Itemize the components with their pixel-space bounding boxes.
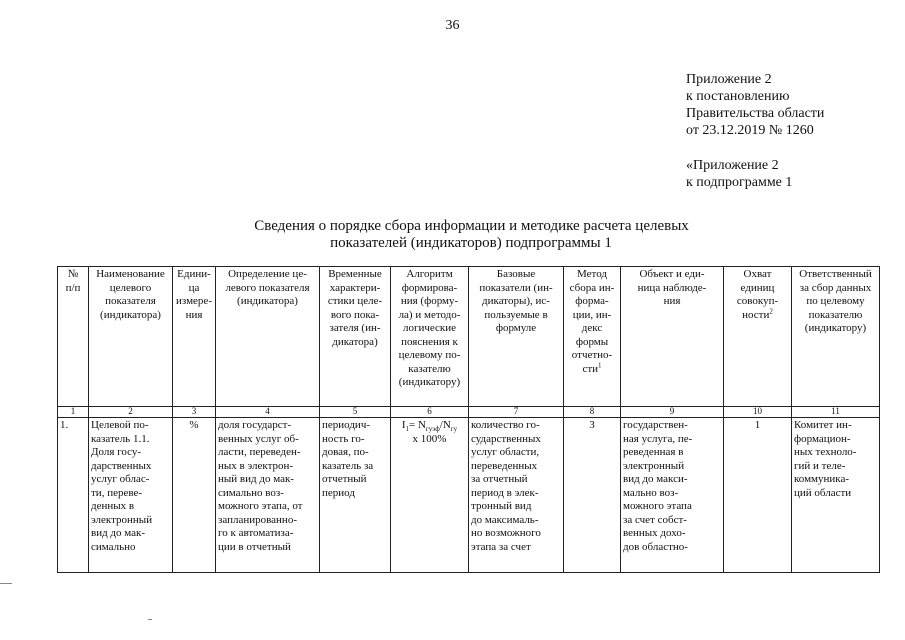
header-line: целевого [109,281,152,294]
cell-line: можного этапа, от [218,500,303,512]
header-line: показатели (ин- [479,281,553,294]
appendix-line: Приложение 2 [686,72,772,87]
header-line: ности$^2$ [742,306,773,321]
cell-line: до максималь- [471,513,539,526]
responsible-body [792,418,880,573]
header-line: вого пока- [330,308,380,321]
column-number: 4 [216,407,320,418]
header-cell [89,267,173,407]
header-line: Наименование [96,268,165,280]
formula-eq: = N [409,419,426,431]
cell-line: вид до макси- [623,473,688,485]
header-line: Объект и еди- [639,268,705,280]
cell-line: количество го- [471,419,540,431]
header-line: отчетно- [571,349,613,361]
header-line: ла) и методо- [398,308,461,321]
cell-line: Доля госу- [91,446,142,458]
header-line: (индикатору) [398,376,461,388]
appendix-line: к постановлению [686,89,790,104]
cell-line: венных дохо- [623,527,686,539]
header-line: показателя [105,295,156,307]
cell-line: мально воз- [623,486,679,499]
cell-line: ность го- [322,432,365,445]
header-line: по целевому [806,295,865,307]
cell-line: можного этапа [623,500,692,512]
cell-line: венных услуг об- [218,432,299,445]
header-line: (индикатора) [237,295,298,307]
cell-line: государствен- [623,419,688,431]
cell-line: за счет собст- [623,513,687,526]
header-line: сбора ин- [569,281,615,294]
cell-line: ций области [794,486,852,499]
header-line: ница наблюде- [637,281,707,294]
header-line: единиц [740,281,775,294]
cell-line: этапа за счет [471,540,531,553]
header-line: Едини- [177,268,211,280]
column-number-row [58,407,880,418]
cell-line: услуг облас- [91,473,150,485]
formula-lhs: I [401,419,406,431]
cell-line: ная услуга, пе- [623,432,693,445]
cell-line: денных в [91,500,135,512]
appendix-line: к подпрограмме 1 [686,175,793,190]
header-line: (индикатора) [100,308,161,321]
indicator-name [89,418,173,573]
cell-line: период в элек- [471,486,539,499]
appendix-line: Правительства области [686,106,825,121]
cell-line: тронный вид [471,500,532,512]
cell-line: услуг области, [471,446,540,458]
footnote-mark: 1 [598,360,602,369]
header-line: форма- [575,295,609,307]
header-line: формуле [495,322,537,334]
header-line: левого показателя [225,281,310,294]
cell-line: период [322,486,355,499]
formula-slash: /N [439,419,451,431]
cell-line: ласти, переведен- [218,446,301,458]
header-cell [58,267,89,407]
header-cell [320,267,391,407]
header-line: совокуп- [736,295,779,307]
footnote-mark: 2 [769,306,773,315]
margin-mark [148,619,152,620]
cell-line: симально [91,540,136,553]
coverage-cell: 1 [724,418,792,573]
cell-line: доля государст- [218,419,292,431]
header-line: Ответственный [799,268,872,280]
cell-line: ти, переве- [91,486,143,499]
appendix-line: от 23.12.2019 № 1260 [686,123,814,138]
cell-line: гий и теле- [794,459,846,472]
observation-object [621,418,724,573]
formula-sub-1: гуэф [425,425,440,434]
cell-line: казатель 1.1. [91,432,150,445]
header-line: пояснения к [401,335,458,348]
cell-line: довая, по- [322,446,369,458]
document-title [0,218,905,252]
appendix-block [686,71,824,191]
column-number: 3 [173,407,216,418]
header-line: Метод [577,268,607,280]
cell-line: симально воз- [218,486,284,499]
cell-line: сударственных [471,432,541,445]
formula-cell [391,418,469,573]
cell-line: ных техноло- [794,446,857,458]
cell-line: ции в отчетный [218,540,291,553]
column-number: 5 [320,407,391,418]
column-number: 2 [89,407,173,418]
table-row [58,418,880,573]
header-cell [564,267,621,407]
column-number: 1 [58,407,89,418]
cell-line: Целевой по- [91,419,149,431]
header-line: Определение це- [228,268,307,280]
unit-cell: % [173,418,216,573]
cell-line: дов областно- [623,540,688,553]
header-line: показателю [808,308,863,321]
column-number: 9 [621,407,724,418]
time-characteristics [320,418,391,573]
header-line: стики целе- [327,295,383,307]
header-line: формы [575,335,609,348]
header-line: ния [663,295,681,307]
header-line: декс [581,322,603,334]
header-line: целевому по- [398,349,461,361]
header-line: сти$^1$ [582,360,602,375]
header-line: зателя (ин- [329,322,381,334]
header-line: ции, ин- [572,308,612,321]
table-header-row [58,267,880,407]
cell-line: отчетный [322,473,367,485]
header-line: Базовые [496,268,536,280]
header-cell [391,267,469,407]
header-line: ния (форму- [400,295,459,307]
margin-mark [0,583,12,584]
header-line: Временные [328,268,382,280]
header-line: (индикатору) [804,322,867,334]
cell-line: переведенных [471,459,538,472]
column-number: 8 [564,407,621,418]
cell-line: запланированно- [218,513,297,526]
column-number: 6 [391,407,469,418]
cell-line: вид до мак- [91,527,146,539]
title-line-1: Сведения о порядке сбора информации и методике расчета целевых [254,218,689,234]
page-number: 36 [445,18,460,33]
header-cell [469,267,564,407]
header-line: Алгоритм [406,268,453,280]
cell-line: дарственных [91,459,152,472]
row-number: 1. [58,418,89,573]
formula-lhs-sub: 1 [405,425,409,434]
header-cell [621,267,724,407]
header-line: дикаторы), ис- [482,295,550,307]
header-line: дикатора) [332,335,378,348]
header-cell [173,267,216,407]
header-line: измере- [176,295,212,307]
header-line: Охват [743,268,772,280]
header-line: № [67,268,79,280]
header-cell [724,267,792,407]
cell-line: но возможного [471,527,541,539]
header-line: логические [402,322,457,334]
cell-line: периодич- [322,419,371,431]
header-line: за сбор данных [799,281,872,294]
indicator-definition [216,418,320,573]
cell-line: электронный [623,459,685,472]
header-line: формирова- [401,281,458,294]
cell-line: казатель за [322,459,374,472]
header-cell [792,267,880,407]
cell-line: формацион- [794,432,851,445]
cell-line: ный вид до мак- [218,473,294,485]
header-line: п/п [65,281,81,294]
column-number: 11 [792,407,880,418]
base-indicators [469,418,564,573]
formula-sub-2: гу [450,425,458,434]
formula-tail: x 100% [412,432,447,445]
cell-line: Комитет ин- [794,419,852,431]
header-line: пользуемые в [484,308,548,321]
cell-line: го к автоматиза- [218,527,294,539]
collection-method: 3 [564,418,621,573]
header-line: казателю [408,362,451,375]
title-line-2: показателей (индикаторов) подпрограммы 1 [330,235,612,251]
header-line: ца [188,281,200,294]
header-cell [216,267,320,407]
column-number: 10 [724,407,792,418]
header-line: ния [185,308,203,321]
cell-line: коммуника- [794,473,849,485]
cell-line: за отчетный [471,473,528,485]
header-line: характери- [329,281,381,294]
indicators-table [57,266,880,573]
cell-line: ных в электрон- [218,459,294,472]
appendix-line: «Приложение 2 [686,158,779,173]
cell-line: реведенная в [623,446,684,458]
cell-line: электронный [91,513,153,526]
column-number: 7 [469,407,564,418]
